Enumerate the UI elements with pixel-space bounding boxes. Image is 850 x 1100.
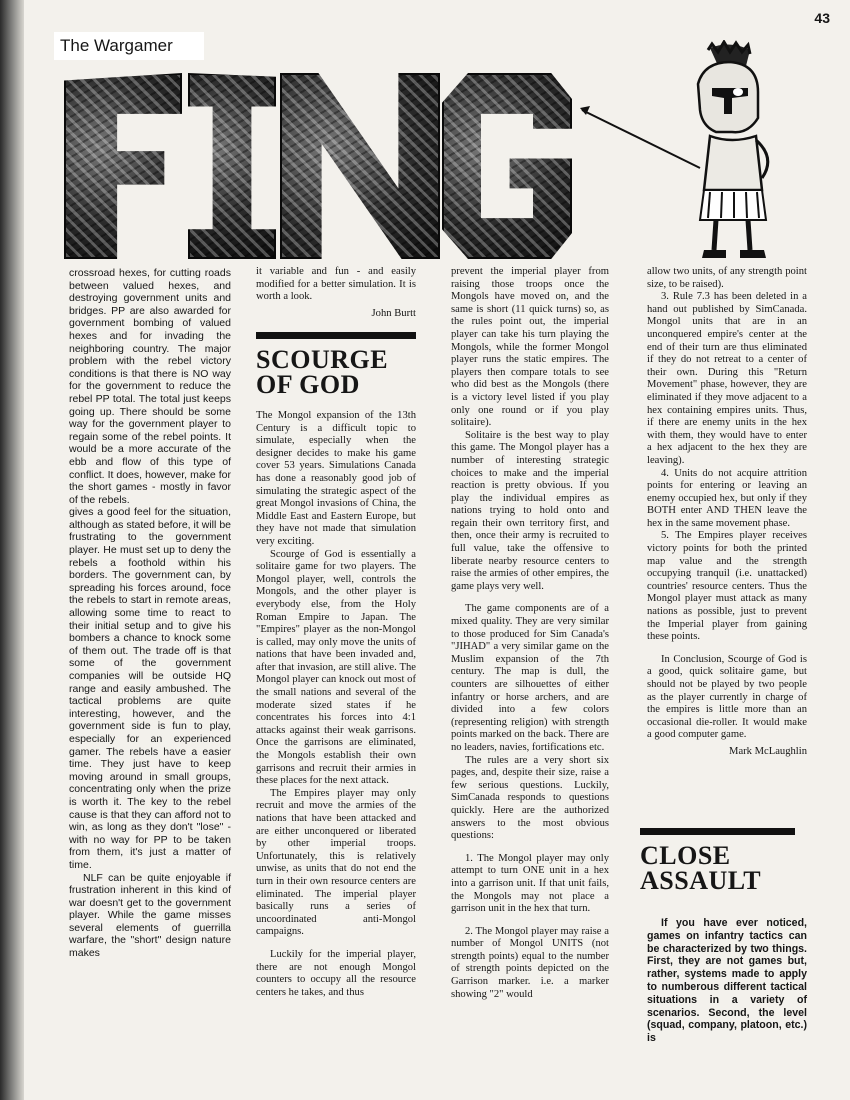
banner-letter-f	[64, 73, 182, 259]
column-2-body	[256, 410, 416, 999]
paragraph: Luckily for the imperial player, there are not enough Mongol counters to occupy all the resource centers he takes, and thus	[256, 948, 416, 998]
publication-name: The Wargamer	[54, 32, 204, 60]
paragraph: The Mongol expansion of the 13th Century is a difficult topic to simulate, especially when the designer decides to make his game cover 53 years. Simulations Canada has done a reasonably good job of simulating the strategic aspect of the great Mongol invasions of China, the Middle East and Eastern Europe, but they have not made that simulation very exciting.	[256, 410, 416, 547]
heading-rule	[640, 828, 795, 835]
paragraph: 4. Units do not acquire attrition points for entering or leaving an enemy occupied hex, but only if they BOTH enter AND THEN leave the hex in the same movement phase.	[647, 467, 807, 529]
paragraph: 5. The Empires player receives victory points for both the printed map value and the strength occupying tranquil (i.e. unattacked) countries' resource centers. Thus the Mongol player must attack as many nations as possible, just to prevent the Imperial player from gaining these points.	[647, 530, 807, 643]
paragraph: Scourge of God is essentially a solitaire game for two players. The Mongol player, well, controls the Mongols, and the other player is everybody else, from the Holy Roman Empire to Japan. The "Empires" player as the non-Mongol is called, may only move the units of nations that have been invaded and, after that invasion, are still alive. The Mongol player can knock out most of the small nations and several of the moderate sized states if he concentrates his forces into 4:1 attacks against their weak garrisons. Once the garrisons are eliminated, the Mongols establish their own garrisons and recruit their armies in these places for the next attack.	[256, 548, 416, 787]
column-1	[69, 267, 231, 960]
banner-letter-n	[280, 73, 440, 259]
heading-line: CLOSE	[640, 841, 731, 870]
section-heading-close-assault	[640, 828, 795, 893]
heading-line: OF GOD	[256, 370, 360, 399]
byline: Mark McLaughlin	[729, 745, 807, 757]
banner-letter-g	[442, 73, 572, 259]
column-4	[647, 266, 807, 759]
paragraph: it variable and fun - and easily modified for a better simulation. It is worth a look.	[256, 266, 416, 303]
paragraph: gives a good feel for the situation, although as stated before, it will be frustrating to the government player. He must set up to deny the rebels a foothold within his borders. The government can, by spreading his forces around, foce the rebels to start in remote areas, allowing some time to react to their initial setup and to give his bombers a chance to knock some of them out. The trade off is that some of the government companies will be outside HQ range and easily ambushed. The tactical problems are quite interesting, however, and the government side is fun to play, especially for an experienced gamer. The rebels have a easier time. They just have to keep moving around in small groups, concentrating only when the prize is worth it. The key to the rebel cause is that they can afford not to win, as long as they don't "lose" - with no way for PP to be taken from them, it's just a matter of time.	[69, 506, 231, 871]
heading-rule	[256, 332, 416, 339]
spartan-warrior-illustration	[580, 40, 810, 270]
paragraph: The rules are a very short six pages, and, despite their size, raise a few serious questions. Luckily, SimCanada responds to questions quickly. Here are the authorized answers to the most obvious questions:	[451, 754, 609, 842]
fing-banner	[64, 73, 572, 259]
close-assault-lead	[647, 917, 807, 1045]
paragraph: 1. The Mongol player may only attempt to turn ONE unit in a hex into a garrison unit. If that unit fails, the Mongols may not place a garrison unit in the hex that turn.	[451, 852, 609, 915]
paragraph: The Empires player may only recruit and move the armies of the nations that have been attacked and are either unconquered or liberated by other imperial troops. Unfortunately, this is relatively unwise, as units that do not end the turn in their own resource centers are eliminated. The imperial player basically runs a series of uncoordinated anti-Mongol campaigns.	[256, 787, 416, 938]
paragraph: Solitaire is the best way to play this game. The Mongol player has a number of interesting strategic choices to make and the imperial reaction is pretty obvious. If you play the individual empires as nations trying to hold onto and regain their own territory first, and then, once their army is recruited to full value, take the offensive to liberate nearby resource centers to raise the armies of other empires, the game plays very well.	[451, 429, 609, 592]
heading-line: SCOURGE	[256, 345, 389, 374]
paragraph: 3. Rule 7.3 has been deleted in a hand out published by SimCanada. Mongol units that are in an unconquered empire's center at the end of their turn are thus eliminated if they do not retreat to a center of their own. During this "Return Movement" phase, however, they are eliminated if they move adjacent to a hex containing empires units. Thus, if there are enemy units in the hex with them, they would have to enter a hex adjacent to the hex they are leaving).	[647, 291, 807, 466]
paragraph: crossroad hexes, for cutting roads between valued hexes, and destroying government units and bridges. PP are also awarded for government bombing of valued hexes and for invading the neighboring country. The major problem with the rebel victory conditions is that there is NO way for the government to reduce the rebel PP total. The total just keeps going up. There should be some way for the government player to regain some of the rebel points. It would be a more accurate of the ebb and flow of this type of conflict. It does, however, make for the short games - mostly in favor of the rebels.	[69, 267, 231, 506]
binding-shadow	[0, 0, 24, 1100]
byline: John Burtt	[371, 307, 416, 319]
paragraph: If you have ever noticed, games on infantry tactics can be characterized by two things. First, they are not games but, rather, systems made to apply to numberous different tactical situations in a variety of scenarios. Second, the level (squad, company, platoon, etc.) is	[647, 917, 807, 1045]
column-2	[256, 266, 416, 320]
section-heading-scourge-of-god	[256, 332, 416, 397]
paragraph: NLF can be quite enjoyable if frustration inherent in this kind of war doesn't get to the government player. While the game misses several elements of guerrilla warfare, the "short" design nature makes	[69, 871, 231, 960]
paragraph: allow two units, of any strength point size, to be raised).	[647, 266, 807, 290]
heading-line: ASSAULT	[640, 866, 762, 895]
paragraph: 2. The Mongol player may raise a number of Mongol UNITS (not strength points) equal to the number of strength points depicted on the Garrison marker. i.e. a marker showing "2" would	[451, 925, 609, 1000]
paragraph: prevent the imperial player from raising those troops once the Mongols have moved on, and the same is short (11 quick turns) so, as the rules point out, the imperial player can take his turn playing the Mongols, while the former Mongol player runs the static empires. The players then compare totals to see who did best as the Mongols (there is a victory level listed if you play only one round or if you play solitaire).	[451, 266, 609, 429]
column-3	[451, 266, 609, 1001]
paragraph: In Conclusion, Scourge of God is a good, quick solitaire game, but should not be played by two people as the player currently in charge of the empires is little more than an occasional die-roller. It would make a good computer game.	[647, 653, 807, 741]
paragraph: The game components are of a mixed quality. They are very similar to those produced for Sim Canada's "JIHAD" a very similar game on the Muslim expansion of the 7th century. The map is dull, the counters are silhouettes of either infantry or horse archers, and are divided into a few colors (representing religion) with strength points marked on the back. There are no leaders, navies, fortifications etc.	[451, 603, 609, 753]
page-number: 43	[814, 10, 830, 26]
banner-letter-i	[188, 73, 276, 259]
